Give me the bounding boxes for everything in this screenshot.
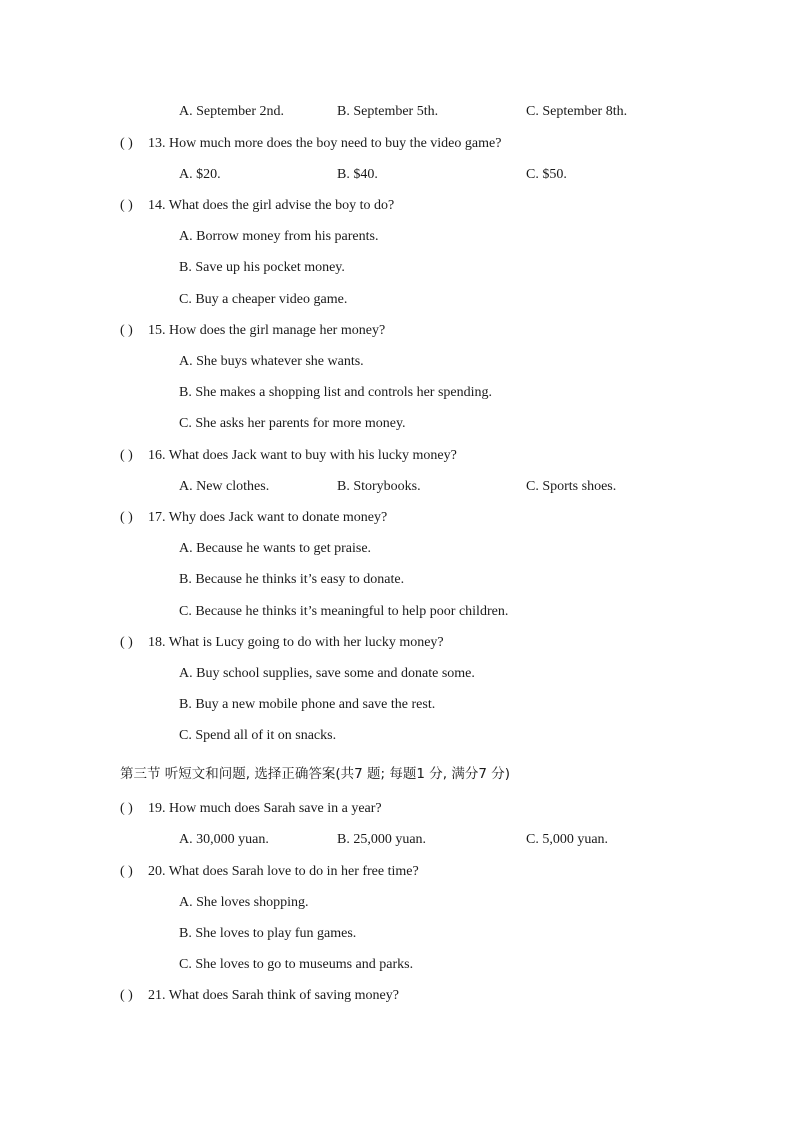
option-c: C. Sports shoes. [526,479,617,494]
answer-blank: ( ) [120,136,133,151]
answer-blank: ( ) [120,801,133,816]
answer-blank: ( ) [120,864,133,879]
question-text: 21. What does Sarah think of saving money? [148,988,399,1003]
option-line: C. Because he thinks it’s meaningful to help poor children. [179,604,509,619]
answer-blank: ( ) [120,323,133,338]
option-a: A. 30,000 yuan. [179,832,269,847]
answer-blank: ( ) [120,198,133,213]
option-line: B. Buy a new mobile phone and save the rest. [179,697,436,712]
option-a: A. $20. [179,167,221,182]
option-line: A. She buys whatever she wants. [179,354,364,369]
option-line: B. Because he thinks it’s easy to donate. [179,572,405,587]
question-text: 18. What is Lucy going to do with her lucky money? [148,635,444,650]
option-line: B. She makes a shopping list and controls her spending. [179,385,493,400]
option-line: C. She asks her parents for more money. [179,416,406,431]
answer-blank: ( ) [120,635,133,650]
answer-blank: ( ) [120,988,133,1003]
option-line: C. She loves to go to museums and parks. [179,957,414,972]
question-text: 17. Why does Jack want to donate money? [148,510,388,525]
option-a: A. New clothes. [179,479,270,494]
answer-blank: ( ) [120,448,133,463]
option-c: C. September 8th. [526,104,628,119]
option-line: A. Because he wants to get praise. [179,541,372,556]
option-a: A. September 2nd. [179,104,284,119]
option-c: C. 5,000 yuan. [526,832,609,847]
option-b: B. Storybooks. [337,479,421,494]
question-text: 16. What does Jack want to buy with his lucky money? [148,448,457,463]
option-line: C. Spend all of it on snacks. [179,728,337,743]
option-line: A. Borrow money from his parents. [179,229,379,244]
option-c: C. $50. [526,167,567,182]
question-text: 19. How much does Sarah save in a year? [148,801,382,816]
section-heading: 第三节 听短文和问题, 选择正确答案(共7 题; 每题1 分, 满分7 分) [120,766,510,782]
question-text: 13. How much more does the boy need to buy the video game? [148,136,502,151]
question-text: 14. What does the girl advise the boy to do? [148,198,395,213]
question-text: 20. What does Sarah love to do in her free time? [148,864,419,879]
answer-blank: ( ) [120,510,133,525]
question-text: 15. How does the girl manage her money? [148,323,386,338]
option-line: A. She loves shopping. [179,895,309,910]
option-line: B. She loves to play fun games. [179,926,357,941]
option-b: B. September 5th. [337,104,439,119]
option-line: B. Save up his pocket money. [179,260,345,275]
option-line: C. Buy a cheaper video game. [179,292,348,307]
option-b: B. 25,000 yuan. [337,832,427,847]
option-b: B. $40. [337,167,378,182]
option-line: A. Buy school supplies, save some and donate some. [179,666,475,681]
